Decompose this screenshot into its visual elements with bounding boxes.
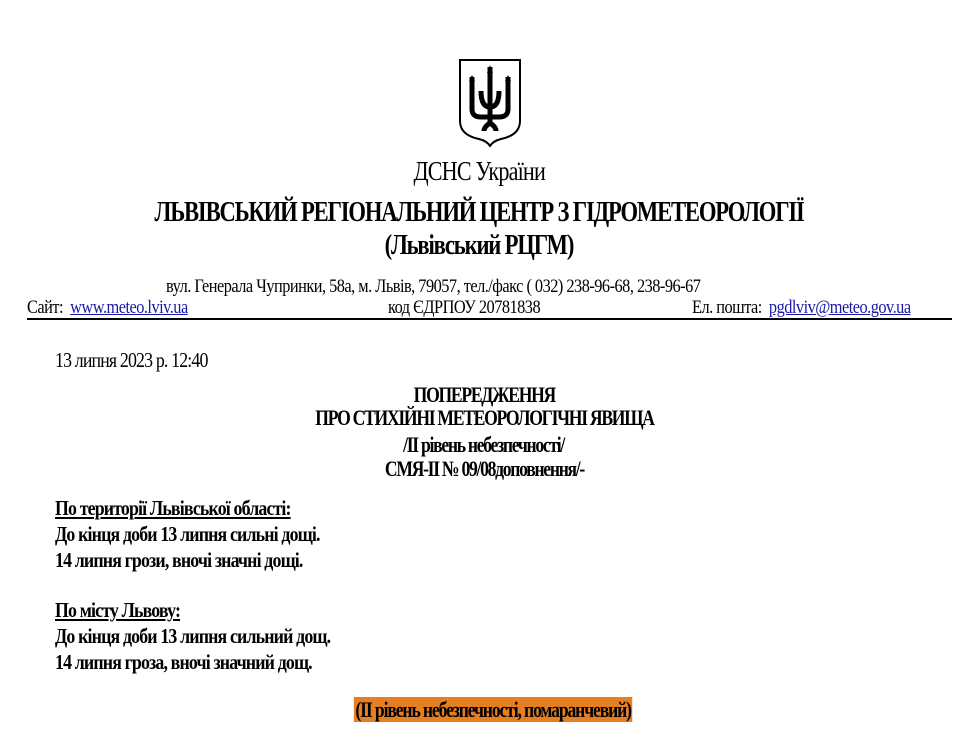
danger-level-badge [0,697,958,723]
warning-title: ПОПЕРЕДЖЕННЯ [413,382,555,407]
warning-number: СМЯ-ІІ № 09/08доповнення/- [384,456,584,481]
agency-name: ДСНС України [413,156,545,186]
warning-level-line: /ІІ рівень небезпечності/ [403,432,565,457]
site-link[interactable]: www.meteo.lviv.ua [70,297,188,318]
warning-subtitle: ПРО СТИХІЙНІ МЕТЕОРОЛОГІЧНІ ЯВИЩА [314,405,654,430]
site-info [27,297,214,319]
region-line: До кінця доби 13 липня сильні дощі. [55,522,320,546]
city-heading: По місту Львову: [55,598,181,622]
email-link[interactable]: pgdlviv@meteo.gov.ua [768,297,911,318]
document-date: 13 липня 2023 р. 12:40 [55,348,208,372]
region-heading: По території Львівської області: [55,496,291,520]
address: вул. Генерала Чупринки, 58а, м. Львів, 79057, тел./факс ( 032) 238-96-68, 238-96-67 [166,276,701,297]
organization-short-name: (Львівський РЦГМ) [384,229,574,261]
city-line: До кінця доби 13 липня сильний дощ. [55,624,331,648]
organization-name: ЛЬВІВСЬКИЙ РЕГІОНАЛЬНИЙ ЦЕНТР З ГІДРОМЕТЕОРОЛОГІЇ [154,196,804,228]
email-label: Ел. пошта: [692,297,762,318]
site-label: Сайт: [27,297,63,318]
email-info [692,297,946,319]
region-line: 14 липня грози, вночі значні дощі. [55,548,303,572]
coat-of-arms-icon [457,57,523,147]
city-line: 14 липня гроза, вночі значний дощ. [55,650,312,674]
danger-level-text: (ІІ рівень небезпечності, помаранчевий) [355,697,631,722]
header-divider [27,318,952,320]
edrpou-code: код ЄДРПОУ 20781838 [388,297,541,318]
